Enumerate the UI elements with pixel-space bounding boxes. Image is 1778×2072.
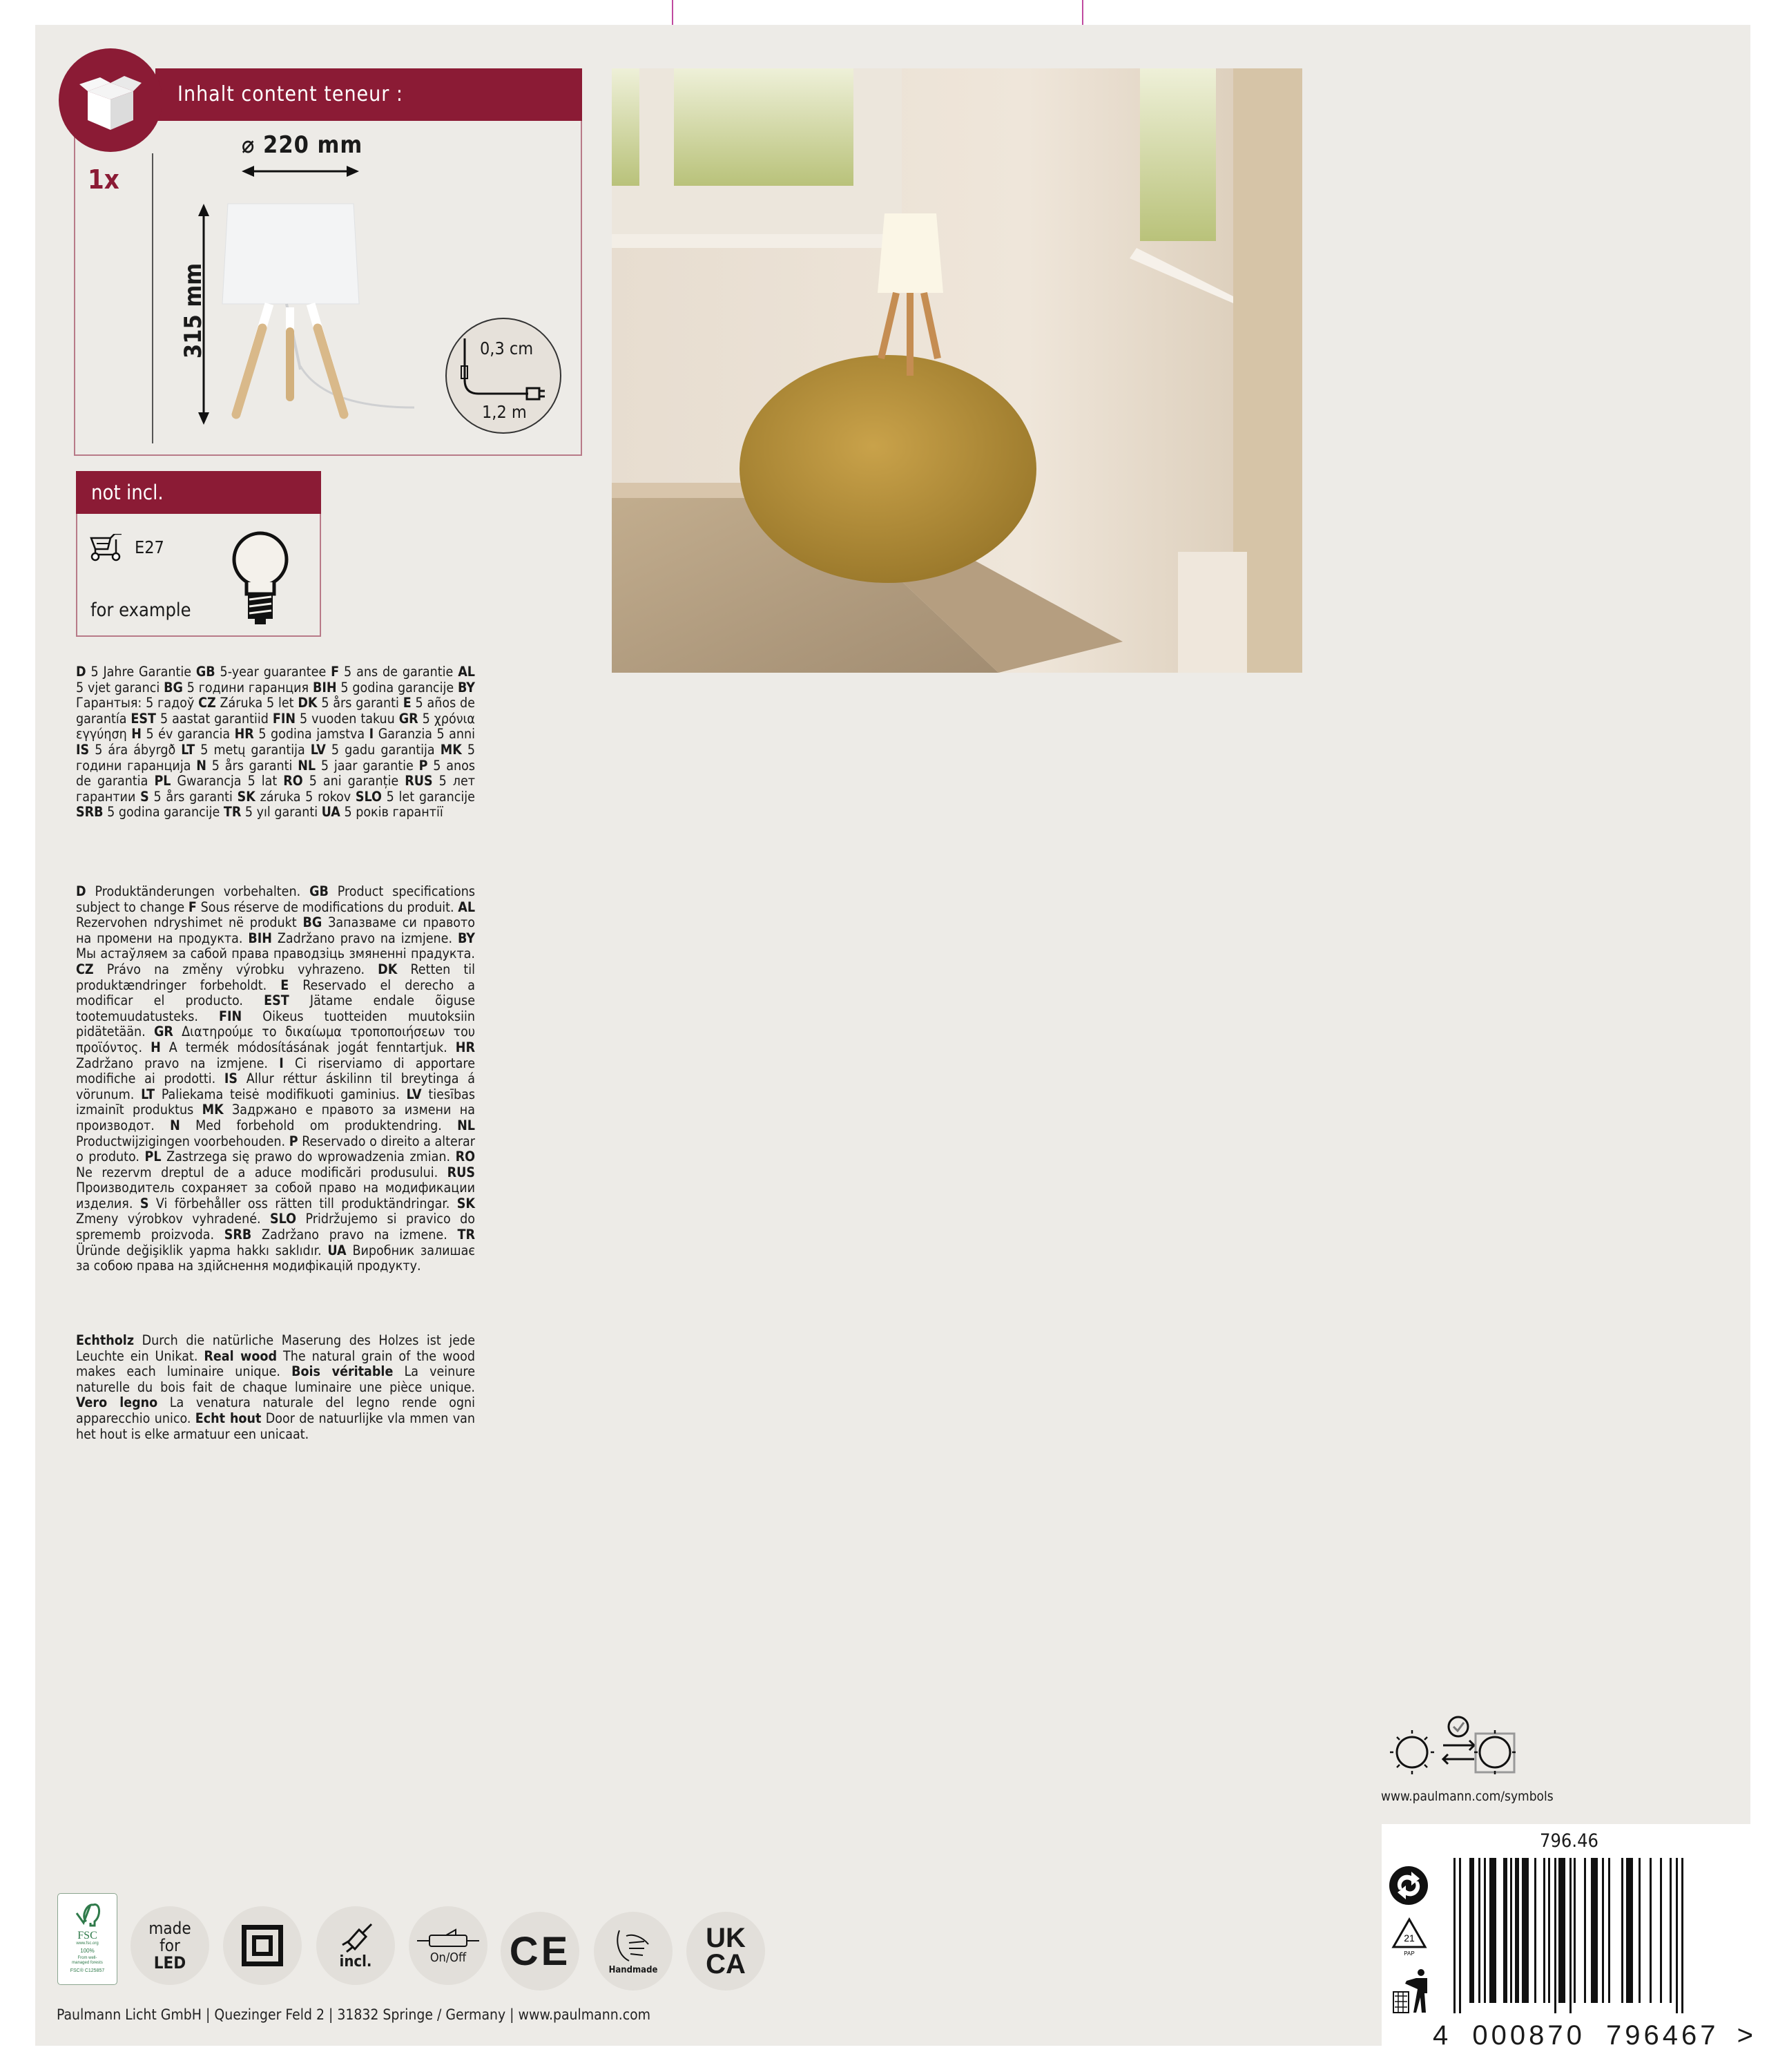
height-label: 315 mm <box>180 262 207 359</box>
not-included-label: not incl. <box>91 481 164 504</box>
content-header <box>155 68 582 121</box>
language-code: I <box>279 1055 284 1071</box>
switch-icon <box>417 1927 479 1948</box>
ean-left-group: 000870 <box>1472 2020 1585 2051</box>
language-code: TR <box>457 1227 475 1243</box>
language-code: FIN <box>272 710 296 727</box>
language-text: Задржано е правото за измени на производот. <box>76 1102 475 1133</box>
language-code: SLO <box>270 1211 297 1227</box>
made-label: made <box>148 1918 191 1938</box>
paper-recycling-icon <box>1389 1917 1431 1958</box>
box-badge <box>59 48 162 152</box>
language-text: A termék módosításának jogát fenntartjuk. <box>160 1039 456 1055</box>
language-text: Vi förbehåller oss rätten till produktändringar. <box>148 1195 457 1211</box>
language-code: P <box>418 757 428 774</box>
language-code: BG <box>164 679 183 696</box>
language-text: Retten til produktændringer forbeholdt. <box>76 961 475 993</box>
green-dot-recycling-icon <box>1388 1865 1436 1913</box>
language-code: RUS <box>405 773 433 789</box>
fsc-claim-2: managed forests <box>72 1961 103 1965</box>
language-text: Právo na změny výrobku vyhrazeno. <box>93 961 378 977</box>
ean-end-marker: > <box>1737 2020 1757 2051</box>
language-code: E <box>280 977 289 993</box>
language-code: Vero legno <box>76 1394 158 1411</box>
language-code: SLO <box>355 788 382 805</box>
protection-class-ii-icon <box>223 1906 302 1985</box>
plug-icon <box>338 1921 373 1953</box>
language-code: BIH <box>312 679 337 696</box>
cable-long-length: 1,2 m <box>482 402 527 422</box>
language-code: BY <box>457 679 475 696</box>
language-text: La veinure naturelle du bois fait de chaque luminaire une pièce unique. <box>76 1363 475 1395</box>
open-box-icon <box>59 48 162 152</box>
language-text: Ci riserviamo di apportare modifiche ai prodotti. <box>76 1055 475 1087</box>
language-text: Zadržano pravo na izmene. <box>251 1227 458 1243</box>
language-code: PL <box>154 773 171 789</box>
ean-first-digit: 4 <box>1433 2020 1452 2051</box>
divider <box>152 153 153 443</box>
language-text: Производитель сохраняет за собой право на модификации изделия. <box>76 1180 475 1211</box>
svg-text:21: 21 <box>1404 1932 1415 1944</box>
language-code: PL <box>144 1149 162 1165</box>
fsc-tree-icon <box>74 1898 102 1927</box>
language-code: SK <box>237 788 255 805</box>
language-text: 5 yıl garanti <box>241 804 322 821</box>
language-code: RUS <box>447 1164 475 1180</box>
crop-mark-right <box>1082 0 1083 25</box>
room-scene-image <box>612 68 1302 673</box>
ce-mark-icon <box>501 1912 579 1991</box>
made-for-led-icon <box>131 1906 209 1985</box>
real-wood-paragraph <box>76 1333 475 1442</box>
language-code: BG <box>302 914 322 931</box>
language-code: I <box>369 726 374 742</box>
svg-text:PAP: PAP <box>1404 1950 1415 1957</box>
ean-right-group: 796467 <box>1605 2020 1719 2051</box>
language-text: 5 години гаранција <box>76 741 476 774</box>
language-code: IS <box>224 1071 238 1087</box>
language-code: UA <box>321 804 340 821</box>
language-text: Гарантыя: 5 гадоў <box>76 695 199 711</box>
ukca-mark-icon <box>686 1912 765 1991</box>
language-text: 5-year guarantee <box>215 664 331 680</box>
language-code: GR <box>398 710 418 727</box>
language-text: 5 års garanti <box>148 788 238 805</box>
cable-short-length: 0,3 cm <box>480 338 534 358</box>
tidyman-disposal-icon <box>1391 1968 1433 2017</box>
language-code: BY <box>457 930 475 946</box>
language-text: Oikeus tuotteiden muutoksiin pidätetään. <box>76 1008 475 1040</box>
fsc-logo <box>57 1893 117 1985</box>
language-code: S <box>139 1195 149 1211</box>
company-footer: Paulmann Licht GmbH | Quezinger Feld 2 | 31832 Springe / Germany | www.paulmann.com <box>57 2006 651 2023</box>
language-code: DK <box>378 961 398 977</box>
quantity-label: 1x <box>88 164 119 195</box>
language-code: NL <box>457 1117 475 1133</box>
light-bulb-icon <box>231 530 293 627</box>
language-code: LV <box>310 741 326 758</box>
language-code: HR <box>455 1039 475 1055</box>
language-text: 5 ani garanție <box>302 773 405 789</box>
language-code: Echt hout <box>195 1410 262 1426</box>
language-text: Productwijzigingen voorbehouden. <box>76 1133 289 1149</box>
content-header-label: Inhalt content teneur : <box>177 82 404 106</box>
language-text: 5 aastat garantiid <box>156 710 273 727</box>
language-text: 5 godina garancije <box>336 679 458 696</box>
language-code: LT <box>181 741 195 758</box>
language-code: BIH <box>248 930 272 946</box>
width-arrow-icon <box>242 164 359 179</box>
ukca-uk: UK <box>706 1923 746 1953</box>
language-code: GB <box>195 664 215 680</box>
language-text: Allur réttur áskilinn til breytinga á vörunum. <box>76 1071 475 1102</box>
language-text: Reservado el derecho a modificar el producto. <box>76 977 476 1009</box>
language-code: HR <box>234 726 254 742</box>
language-code: RO <box>455 1149 475 1165</box>
crop-mark-left <box>672 0 673 25</box>
language-code: CZ <box>76 961 94 977</box>
language-text: Durch die natürliche Maserung des Holzes ist jede Leuchte ein Unikat. <box>76 1332 475 1364</box>
language-text: Product specifications subject to change <box>76 883 475 915</box>
language-text: 5 ára ábyrgð <box>89 741 182 758</box>
language-text: Запазваме си правото на промени на продукта. <box>76 914 475 946</box>
language-text: Jätame endale õiguse tootemuudatusteks. <box>76 992 475 1024</box>
incl-label: incl. <box>339 1953 372 1970</box>
language-code: GB <box>309 883 329 899</box>
language-text: tiesības izmainīt produktus <box>76 1086 475 1118</box>
language-code: DK <box>298 695 318 711</box>
language-text: 5 års garanti <box>317 695 403 711</box>
language-text: Záruka 5 let <box>215 695 298 711</box>
language-code: TR <box>223 804 242 821</box>
language-text: 5 vuoden takuu <box>296 710 399 727</box>
table-lamp-illustration <box>221 200 421 421</box>
language-text: Sous réserve de modifications du produit. <box>196 899 458 915</box>
warranty-paragraph <box>76 664 475 821</box>
language-code: UA <box>327 1242 347 1258</box>
language-code: AL <box>458 664 475 680</box>
language-text: Med forbehold om produktendring. <box>180 1117 458 1133</box>
language-code: CZ <box>198 695 216 711</box>
led-label: LED <box>153 1953 186 1973</box>
language-text: Pridržujemo si pravico do sprememb proizvoda. <box>76 1211 475 1243</box>
language-text: 5 metų garantija <box>195 741 311 758</box>
language-text: 5 let garancije <box>381 788 475 805</box>
language-text: 5 vjet garanci <box>76 679 164 696</box>
ce-label: CE <box>509 1928 571 1974</box>
language-code: GR <box>153 1024 173 1040</box>
language-code: D <box>76 883 86 899</box>
language-code: LV <box>406 1086 422 1102</box>
lifestyle-photo <box>612 68 1302 673</box>
language-text: 5 års garanti <box>206 757 298 774</box>
fsc-name: FSC <box>77 1930 97 1941</box>
fsc-license: FSC® C125857 <box>70 1968 105 1973</box>
language-text: 5 év garancia <box>141 726 235 742</box>
fsc-percent: 100% <box>80 1948 95 1954</box>
language-code: MK <box>202 1102 224 1118</box>
language-text: 5 χρόνια εγγύηση <box>76 710 475 742</box>
language-code: IS <box>76 741 90 758</box>
ean-number <box>1433 2020 1757 2051</box>
on-off-switch-icon <box>409 1906 487 1985</box>
language-code: S <box>140 788 149 805</box>
article-number: 796.46 <box>1540 1830 1598 1852</box>
language-code: E <box>403 695 412 711</box>
language-code: F <box>188 899 197 915</box>
symbols-link[interactable]: www.paulmann.com/symbols <box>1381 1789 1554 1804</box>
language-code: N <box>170 1117 180 1133</box>
language-text: 5 лет гарантии <box>76 773 476 805</box>
language-code: P <box>289 1133 298 1149</box>
language-code: H <box>131 726 142 742</box>
language-text: Ne rezervm dreptul de a aduce modificări produsului. <box>76 1164 447 1180</box>
language-code: NL <box>298 757 316 774</box>
shopping-cart-icon <box>90 534 124 562</box>
language-code: SK <box>456 1195 475 1211</box>
fsc-claim-1: From well- <box>77 1956 97 1960</box>
language-code: F <box>331 664 340 680</box>
language-text: záruka 5 rokov <box>255 788 356 805</box>
language-code: Bois véritable <box>291 1363 394 1380</box>
barcode-bars <box>1453 1858 1730 2013</box>
language-code: H <box>151 1039 161 1055</box>
language-code: MK <box>440 741 462 758</box>
language-code: Echtholz <box>76 1332 135 1348</box>
language-text: Üründe değişiklik yapma hakkı saklıdır. <box>76 1242 328 1258</box>
language-text: 5 años de garantía <box>76 695 475 727</box>
language-text: The natural grain of the wood makes each luminaire unique. <box>76 1347 476 1380</box>
for-label: for <box>160 1935 180 1955</box>
language-code: FIN <box>219 1008 242 1024</box>
language-code: LT <box>141 1086 155 1102</box>
language-text: Rezervohen ndryshimet në produkt <box>76 914 303 931</box>
language-text: 5 gadu garantija <box>325 741 441 758</box>
language-text: 5 години гаранция <box>182 679 313 696</box>
plug-included-icon <box>316 1906 395 1985</box>
handmade-label: Handmade <box>608 1964 658 1975</box>
language-text: Produktänderungen vorbehalten. <box>86 883 310 899</box>
language-code: D <box>76 664 86 680</box>
dimmable-symbol-icon <box>1381 1709 1533 1778</box>
language-text: 5 godina garancije <box>103 804 224 821</box>
language-text: Zmeny výrobkov vyhradené. <box>76 1211 271 1227</box>
language-code: SRB <box>224 1227 252 1243</box>
language-text: La venatura naturale del legno rende ogni apparecchio unico. <box>76 1394 475 1426</box>
language-text: Door de natuurlijke vla mmen van het hout is elke armatuur een unicaat. <box>76 1410 476 1442</box>
language-text: Paliekama teisė modifikuoti gaminius. <box>155 1086 407 1102</box>
language-code: RO <box>283 773 303 789</box>
language-text: 5 jaar garantie <box>316 757 419 774</box>
language-text: Zastrzega się prawo do wprowadzenia zmian. <box>161 1149 456 1165</box>
language-code: EST <box>264 992 289 1009</box>
ukca-ca: CA <box>706 1949 746 1979</box>
on-off-label: On/Off <box>429 1950 467 1965</box>
fsc-url: www.fsc.org <box>76 1941 99 1946</box>
language-text: Zadržano pravo na izmjene. <box>271 930 458 946</box>
language-code: AL <box>458 899 476 915</box>
language-code: Real wood <box>204 1347 278 1364</box>
language-text: Garanzia 5 anni <box>374 726 476 742</box>
socket-type: E27 <box>135 537 164 557</box>
for-example-label: for example <box>90 599 191 621</box>
product-changes-paragraph <box>76 884 475 1274</box>
language-text: 5 ans de garantie <box>339 664 458 680</box>
language-text: Виробник залишає за собою права на здійснення модифікацій продукту. <box>76 1242 475 1274</box>
language-text: 5 godina jamstva <box>253 726 369 742</box>
language-text: Gwarancja 5 lat <box>171 773 284 789</box>
language-text: Διατηρούμε το δικαίωμα τροποποιήσεων του προϊόντος. <box>76 1024 475 1055</box>
diameter-label: ⌀ 220 mm <box>242 131 363 159</box>
not-included-header <box>76 471 321 514</box>
language-code: EST <box>131 710 157 727</box>
language-text: 5 років гарантії <box>340 804 443 821</box>
handmade-icon <box>594 1912 673 1991</box>
hands-icon <box>612 1928 654 1965</box>
language-text: 5 anos de garantia <box>76 757 476 789</box>
language-text: 5 Jahre Garantie <box>86 664 196 680</box>
language-text: Reservado o direito a alterar o produto. <box>76 1133 475 1165</box>
language-text: Мы астаўляем за сабой права праводзіць змяненні прадукта. <box>76 946 475 962</box>
language-text: Zadržano pravo na izmjene. <box>76 1055 280 1071</box>
language-code: SRB <box>76 804 104 821</box>
language-code: N <box>196 757 206 774</box>
